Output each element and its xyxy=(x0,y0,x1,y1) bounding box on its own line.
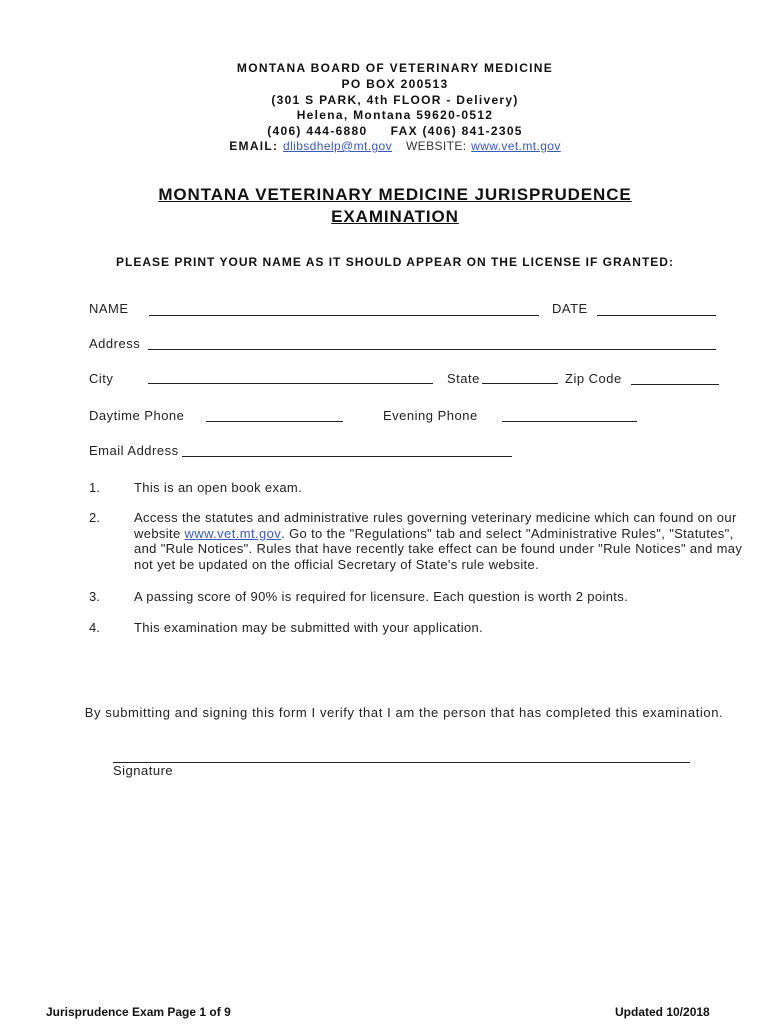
phone-fax-line xyxy=(0,124,770,138)
phone-number: (406) 444-6880 xyxy=(267,124,368,138)
exam-title-line2: EXAMINATION xyxy=(331,207,459,226)
website-link[interactable]: www.vet.mt.gov xyxy=(471,139,561,153)
po-box: PO BOX 200513 xyxy=(341,77,449,91)
city-address: Helena, Montana 59620-0512 xyxy=(296,108,494,122)
street-address: (301 S PARK, 4th FLOOR - Delivery) xyxy=(271,93,519,107)
website-link-inline[interactable]: www.vet.mt.gov xyxy=(184,525,282,541)
email-address-label: Email Address xyxy=(89,443,179,458)
print-name-instruction: PLEASE PRINT YOUR NAME AS IT SHOULD APPEAR ON THE LICENSE IF GRANTED: xyxy=(116,255,674,269)
page-footer-right: Updated 10/2018 xyxy=(615,1005,710,1019)
verification-statement: By submitting and signing this form I verify that I am the person that has completed this examination. xyxy=(84,705,724,720)
city-field[interactable] xyxy=(148,383,433,384)
item-text: This examination may be submitted with your application. xyxy=(134,620,484,635)
evening-phone-label: Evening Phone xyxy=(383,408,478,423)
state-field[interactable] xyxy=(482,383,558,384)
name-label: NAME xyxy=(89,301,129,316)
email-label: EMAIL: xyxy=(229,139,279,153)
zip-field[interactable] xyxy=(631,384,719,385)
item-text-part: . Go to the "Regulations" tab and select "Administrative Rules", "Statutes", and "Rule Notices". Rules that have recently take effect can be found under "Rule Notices" and may not yet be updated on the official Secretary of State's rule website. xyxy=(134,525,743,572)
city-label: City xyxy=(89,371,114,386)
item-number: 4. xyxy=(89,620,100,635)
item-number: 3. xyxy=(89,589,100,604)
date-label: DATE xyxy=(552,301,588,316)
email-address-field[interactable] xyxy=(182,456,512,457)
contact-line xyxy=(0,139,770,153)
signature-field[interactable] xyxy=(113,762,690,763)
email-link[interactable]: dlibsdhelp@mt.gov xyxy=(283,139,393,153)
daytime-phone-label: Daytime Phone xyxy=(89,408,185,423)
item-number: 1. xyxy=(89,480,100,495)
item-text xyxy=(134,510,746,572)
website-label: WEBSITE: xyxy=(405,139,467,153)
date-field[interactable] xyxy=(597,315,716,316)
zip-label: Zip Code xyxy=(565,371,622,386)
item-text: A passing score of 90% is required for licensure. Each question is worth 2 points. xyxy=(134,589,629,604)
exam-title-line1: MONTANA VETERINARY MEDICINE JURISPRUDENCE xyxy=(158,185,632,204)
item-text-part: Access the statutes and administrative rules governing veterinary medicine which can found on our website xyxy=(134,510,737,541)
address-field[interactable] xyxy=(148,349,716,350)
fax-number: FAX (406) 841-2305 xyxy=(390,124,523,138)
state-label: State xyxy=(447,371,480,386)
address-label: Address xyxy=(89,336,141,351)
evening-phone-field[interactable] xyxy=(502,421,637,422)
board-name: MONTANA BOARD OF VETERINARY MEDICINE xyxy=(236,61,554,75)
item-number: 2. xyxy=(89,510,100,525)
page-footer-left: Jurisprudence Exam Page 1 of 9 xyxy=(46,1005,231,1019)
daytime-phone-field[interactable] xyxy=(206,421,343,422)
name-field[interactable] xyxy=(149,315,539,316)
signature-label: Signature xyxy=(113,763,174,778)
item-text: This is an open book exam. xyxy=(134,480,303,495)
